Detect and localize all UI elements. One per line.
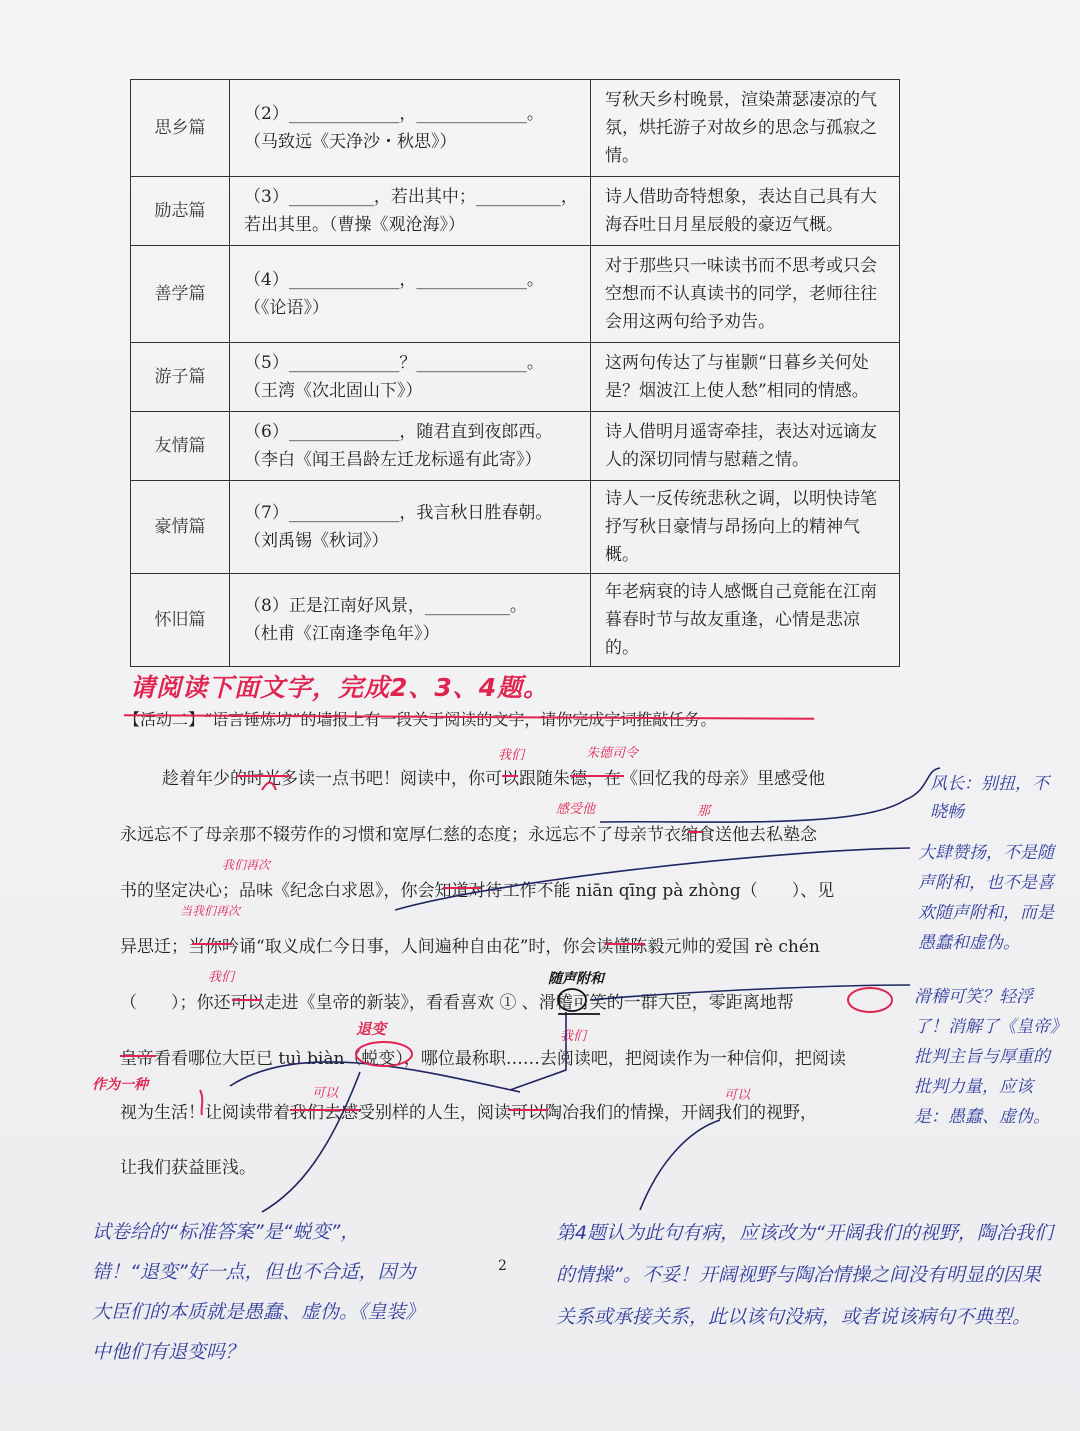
question-cell: （8）正是江南好风景，__________。 （杜甫《江南逢李龟年》） xyxy=(230,574,591,667)
category-cell: 励志篇 xyxy=(131,177,230,246)
insert-note: 我们再次 xyxy=(222,858,271,872)
passage-line: 异思迁；当你吟诵“取义成仁今日事，人间遍种自由花”时，你会读懂陈毅元帅的爱国 rè chén xyxy=(120,937,820,957)
insert-note: 感受他 xyxy=(556,802,596,817)
activity-intro: 【活动二】“语言锤炼坊”的墙报上有一段关于阅读的文字，请你完成字词推敲任务。 xyxy=(124,710,717,729)
category-cell: 怀旧篇 xyxy=(131,574,230,667)
category-cell: 友情篇 xyxy=(131,412,230,481)
question-cell: （3）__________，若出其中；__________， 若出其里。（曹操《观沧海》） xyxy=(230,177,591,246)
insert-note: 我们 xyxy=(208,970,235,985)
category-cell: 善学篇 xyxy=(131,246,230,343)
bottom-note-left: 试卷给的“标准答案”是“蜕变”，错！“退变”好一点，但也不合适，因为大臣们的本质就是愚蠢、虚伪。《皇装》中他们有退变吗？ xyxy=(92,1221,416,1363)
description-cell: 诗人借明月遥寄牵挂，表达对远谪友人的深切同情与慰藉之情。 xyxy=(591,412,900,481)
passage-line: 让我们获益匪浅。 xyxy=(120,1158,256,1178)
question-cell: （4）_____________，_____________。 （《论语》） xyxy=(230,246,591,343)
passage-line: 皇帝看看哪位大臣已 tuì biàn（蜕变），哪位最称职……去阅读吧，把阅读作为一种信仰，把阅读 xyxy=(120,1049,846,1069)
insert-note: 作为一种 xyxy=(92,1077,148,1093)
category-cell: 豪情篇 xyxy=(131,481,230,574)
passage-line: 视为生活！让阅读带着我们去感受别样的人生，阅读可以陶冶我们的情操，开阔我们的视野， xyxy=(120,1103,817,1123)
passage-line: 永远忘不了母亲那不辍劳作的习惯和宽厚仁慈的态度；永远忘不了母亲节衣缩食送他去私塾念 xyxy=(120,825,817,845)
handwritten-heading: 请阅读下面文字，完成2、3、4题。 xyxy=(130,673,550,702)
description-cell: 这两句传达了与崔颢“日暮乡关何处是？烟波江上使人愁”相同的情感。 xyxy=(591,343,900,412)
insert-note: 退变 xyxy=(356,1020,387,1038)
insert-note: 当我们再次 xyxy=(180,904,241,918)
category-cell: 游子篇 xyxy=(131,343,230,412)
passage-line: 书的坚定决心；品味《纪念白求恩》，你会知道对待工作不能 niān qīng pà zhòng（ ）、见 xyxy=(120,881,835,901)
category-cell: 思乡篇 xyxy=(131,80,230,177)
description-cell: 年老病衰的诗人感慨自己竟能在江南暮春时节与故友重逢，心情是悲凉的。 xyxy=(591,574,900,667)
page-number: 2 xyxy=(498,1258,507,1274)
insert-note: 我们 xyxy=(560,1029,587,1044)
question-cell: （6）_____________，随君直到夜郎西。 （李白《闻王昌龄左迁龙标遥有此寄》） xyxy=(230,412,591,481)
description-cell: 对于那些只一味读书而不思考或只会空想而不认真读书的同学，老师往往会用这两句给予劝告。 xyxy=(591,246,900,343)
description-cell: 诗人一反传统悲秋之调，以明快诗笔抒写秋日豪情与昂扬向上的精神气概。 xyxy=(591,481,900,574)
description-cell: 诗人借助奇特想象，表达自己具有大海吞吐日月星辰般的豪迈气概。 xyxy=(591,177,900,246)
question-cell: （7）_____________，我言秋日胜春朝。 （刘禹锡《秋词》） xyxy=(230,481,591,574)
insert-note: 随声附和 xyxy=(548,971,604,987)
passage-line: 趁着年少的时光多读一点书吧！阅读中，你可以跟随朱德，在《回忆我的母亲》里感受他 xyxy=(162,769,825,789)
insert-note: 那 xyxy=(697,804,711,819)
margin-note: 风长：别扭，不晓畅 xyxy=(930,774,1049,822)
insert-note: 可以 xyxy=(724,1088,751,1103)
margin-note: 滑稽可笑？轻浮了！消解了《皇帝》批判主旨与厚重的批判力量，应该是：愚蠢、虚伪。 xyxy=(914,987,1059,1127)
question-cell: （5）_____________？_____________。 （王湾《次北固山下》） xyxy=(230,343,591,412)
passage-line: （ ）；你还可以走进《皇帝的新装》，看看喜欢 ① 、滑稽可笑的一群大臣，零距离地帮 xyxy=(120,993,794,1013)
margin-note: 大肆赞扬，不是随声附和，也不是喜欢随声附和，而是愚蠢和虚伪。 xyxy=(918,843,1054,953)
insert-note: 朱德司令 xyxy=(586,746,639,761)
question-cell: （2）_____________，_____________。 （马致远《天净沙・秋思》） xyxy=(230,80,591,177)
insert-note: 可以 xyxy=(312,1086,339,1101)
bottom-note-right: 第4题认为此句有病，应该改为“开阔我们的视野，陶冶我们的情操”。不妥！开阔视野与陶冶情操之间没有明显的因果关系或承接关系，此以该句没病，或者说该病句不典型。 xyxy=(556,1222,1053,1328)
description-cell: 写秋天乡村晚景，渲染萧瑟凄凉的气氛，烘托游子对故乡的思念与孤寂之情。 xyxy=(591,80,900,177)
insert-note: 我们 xyxy=(498,748,525,763)
